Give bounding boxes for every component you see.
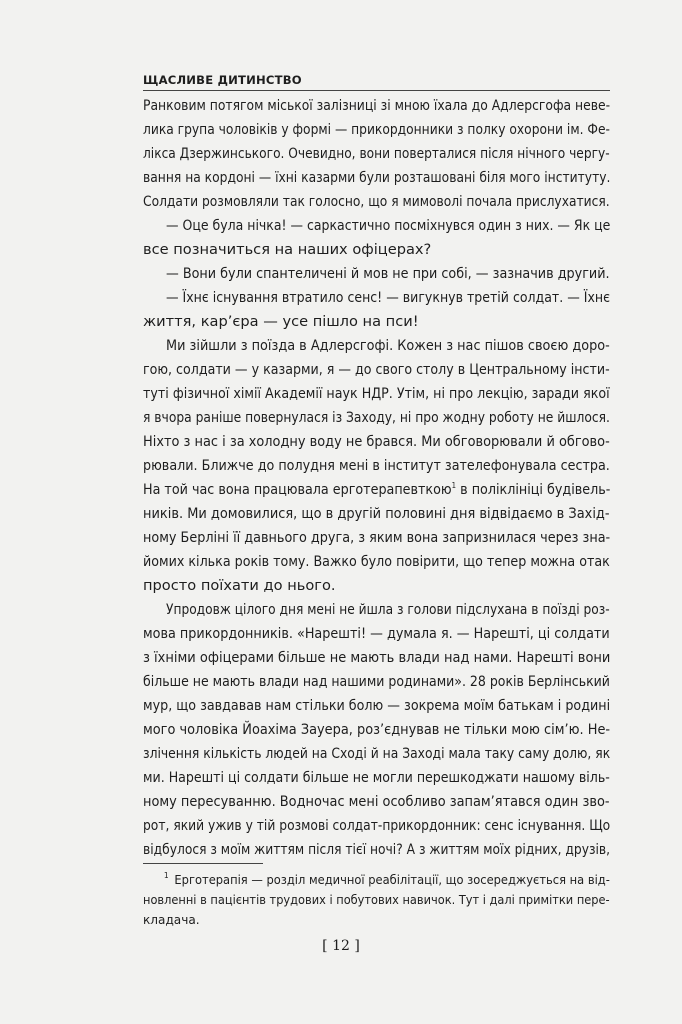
text-line: злічення кількість людей на Сході й на Заході мала таку саму долю, як bbox=[143, 745, 611, 762]
text-line: — Вони були спантеличені й мов не при собі, — зазначив другий. bbox=[166, 265, 610, 282]
text-line: мого чоловіка Йоахіма Зауера, роз’єднував не тільки мою сім’ю. Не- bbox=[143, 721, 611, 738]
text-line: я вчора раніше повернулася із Заходу, ні про жодну роботу не йшлося. bbox=[143, 409, 610, 426]
text-segment: в поліклініці будівель- bbox=[456, 481, 611, 498]
text-line: йомих кілька років тому. Важко було повірити, що тепер можна отак bbox=[143, 553, 610, 570]
footnote-divider bbox=[143, 863, 263, 864]
text-line: Солдати розмовляли так голосно, що я мимоволі почала прислухатися. bbox=[143, 193, 610, 210]
text-line: Ніхто з нас і за холодну воду не брався. Ми обговорювали й обгово- bbox=[143, 433, 610, 450]
text-line: мур, що завдавав нам стільки болю — зокрема моїм батькам і родині bbox=[143, 697, 611, 714]
footnote-reference[interactable]: 1 bbox=[451, 481, 457, 490]
text-line: — Їхнє існування втратило сенс! — вигукнув третій солдат. — Їхнє bbox=[166, 289, 611, 306]
text-line: з їхніми офіцерами більше не мають влади над нами. Нарешті вони bbox=[143, 649, 611, 666]
footnote-marker: 1 bbox=[163, 871, 169, 880]
running-header: ЩАСЛИВЕ ДИТИНСТВО bbox=[143, 72, 610, 91]
text-line: Ранковим потягом міської залізниці зі мною їхала до Адлерсгофа неве- bbox=[143, 97, 611, 114]
text-line: ників. Ми домовилися, що в другій половині дня відвідаємо в Захід- bbox=[143, 505, 610, 522]
text-line: більше не мають влади над нашими родинами». 28 років Берлінський bbox=[143, 673, 610, 690]
text-line: все позначиться на наших офіцерах? bbox=[143, 241, 432, 258]
text-line: рот, який ужив у тій розмові солдат-прикордонник: сенс існування. Що bbox=[143, 817, 611, 834]
page-number: [ 12 ] bbox=[322, 938, 360, 954]
footnote-line bbox=[143, 870, 610, 890]
text-line: — Оце була нічка! — саркастично посміхнувся один з них. — Як це bbox=[166, 217, 611, 234]
text-line: вання на кордоні — їхні казарми були розташовані біля мого інституту. bbox=[143, 169, 611, 186]
footnote-line: кладача. bbox=[143, 913, 200, 927]
footnote-text: Ерготерапія — розділ медичної реабілітації, що зосереджується на від- bbox=[174, 873, 610, 887]
text-line: просто поїхати до нього. bbox=[143, 577, 336, 594]
text-segment: На той час вона працювала ерготерапевткою bbox=[143, 481, 452, 498]
text-line: гою, солдати — у казарми, я — до свого столу в Центральному інсти- bbox=[143, 361, 610, 378]
text-line bbox=[143, 478, 611, 502]
text-line: ми. Нарешті ці солдати більше не могли перешкоджати нашому віль- bbox=[143, 769, 610, 786]
text-line: рювали. Ближче до полудня мені в інститут зателефонувала сестра. bbox=[143, 457, 610, 474]
text-line: мова прикордонників. «Нарешті! — думала я. — Нарешті, ці солдати bbox=[143, 625, 610, 642]
text-line: відбулося з моїм життям після тієї ночі? А з життям моїх рідних, друзів, bbox=[143, 841, 611, 858]
text-line: ному пересуванню. Водночас мені особливо запам’ятався один зво- bbox=[143, 793, 610, 810]
text-line: Ми зійшли з поїзда в Адлерсгофі. Кожен з нас пішов своєю доро- bbox=[166, 337, 610, 354]
text-line: туті фізичної хімії Академії наук НДР. Утім, ні про лекцію, заради якої bbox=[143, 385, 610, 402]
text-line: лика група чоловіків у формі — прикордонники з полку охорони ім. Фе- bbox=[143, 121, 610, 138]
text-line: ному Берліні її давнього друга, з яким вона запризнилася через зна- bbox=[143, 529, 611, 546]
text-line: життя, кар’єра — усе пішло на пси! bbox=[143, 313, 419, 330]
text-line: Упродовж цілого дня мені не йшла з голови підслухана в поїзді роз- bbox=[166, 601, 610, 618]
footnote-line: новленні в пацієнтів трудових і побутових навичок. Тут і далі примітки пере- bbox=[143, 893, 610, 907]
text-line: лікса Дзержинського. Очевидно, вони поверталися після нічного чергу- bbox=[143, 145, 610, 162]
